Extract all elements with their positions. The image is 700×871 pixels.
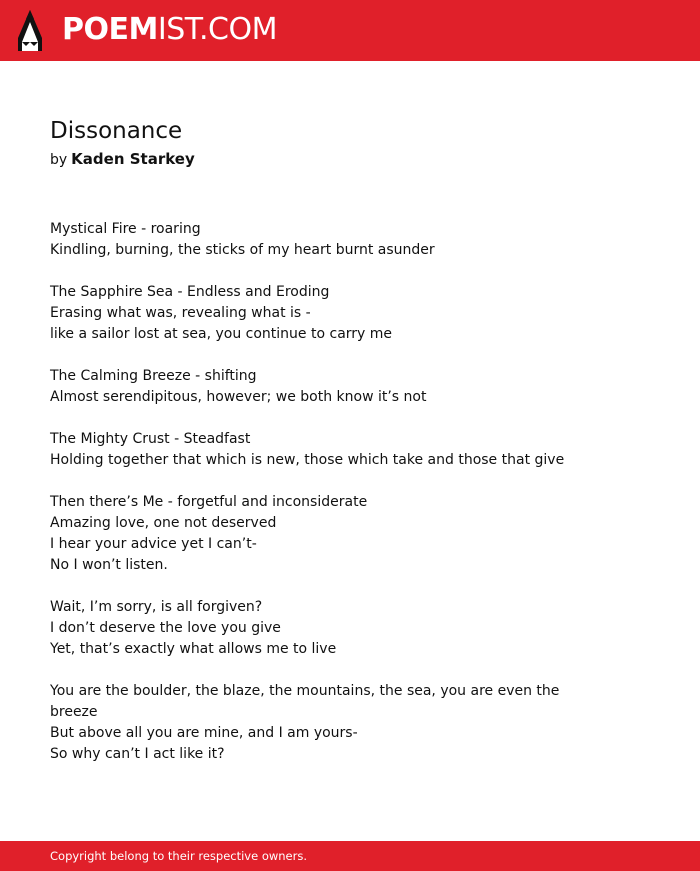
stanza	[50, 282, 570, 345]
poem-line: You are the boulder, the blaze, the mountains, the sea, you are even the breeze	[50, 683, 560, 720]
stanza	[50, 219, 570, 261]
stanza	[50, 492, 570, 576]
poem-line: Amazing love, one not deserved	[50, 515, 277, 531]
poem-line: But above all you are mine, and I am yours-	[50, 725, 358, 741]
poem-line: No I won’t listen.	[50, 557, 168, 573]
poem-line: The Calming Breeze - shifting	[50, 368, 257, 384]
stanza	[50, 366, 570, 408]
logo-text-strong: POEM	[62, 12, 158, 47]
logo-text-light: IST.COM	[157, 12, 277, 47]
poem-line: Then there’s Me - forgetful and inconsiderate	[50, 494, 368, 510]
byline-prefix: by	[50, 152, 68, 168]
site-header	[0, 0, 700, 61]
poem-line: I hear your advice yet I can’t-	[50, 536, 257, 552]
byline	[50, 149, 195, 170]
poem-line: Almost serendipitous, however; we both know it’s not	[50, 389, 427, 405]
site-footer	[0, 841, 700, 871]
poem-line: like a sailor lost at sea, you continue to carry me	[50, 326, 393, 342]
poem-line: The Sapphire Sea - Endless and Eroding	[50, 284, 330, 300]
poem-line: Yet, that’s exactly what allows me to live	[50, 641, 337, 657]
poem-line: Erasing what was, revealing what is -	[50, 305, 311, 321]
poem-line: The Mighty Crust - Steadfast	[50, 431, 251, 447]
poem-title: Dissonance	[50, 118, 183, 144]
poem-line: Kindling, burning, the sticks of my heart burnt asunder	[50, 242, 435, 258]
pencil-logo-icon[interactable]	[18, 10, 42, 51]
site-logo[interactable]	[62, 12, 277, 48]
stanza	[50, 681, 570, 765]
poem-line: So why can’t I act like it?	[50, 746, 225, 762]
poem-line: Holding together that which is new, those which take and those that give	[50, 452, 565, 468]
stanza	[50, 429, 570, 471]
author-name: Kaden Starkey	[71, 150, 195, 168]
poem-line: Mystical Fire - roaring	[50, 221, 201, 237]
stanza	[50, 597, 570, 660]
poem-body	[50, 219, 570, 786]
copyright-notice: Copyright belong to their respective owners.	[50, 849, 308, 863]
poem-line: I don’t deserve the love you give	[50, 620, 281, 636]
poem-line: Wait, I’m sorry, is all forgiven?	[50, 599, 263, 615]
